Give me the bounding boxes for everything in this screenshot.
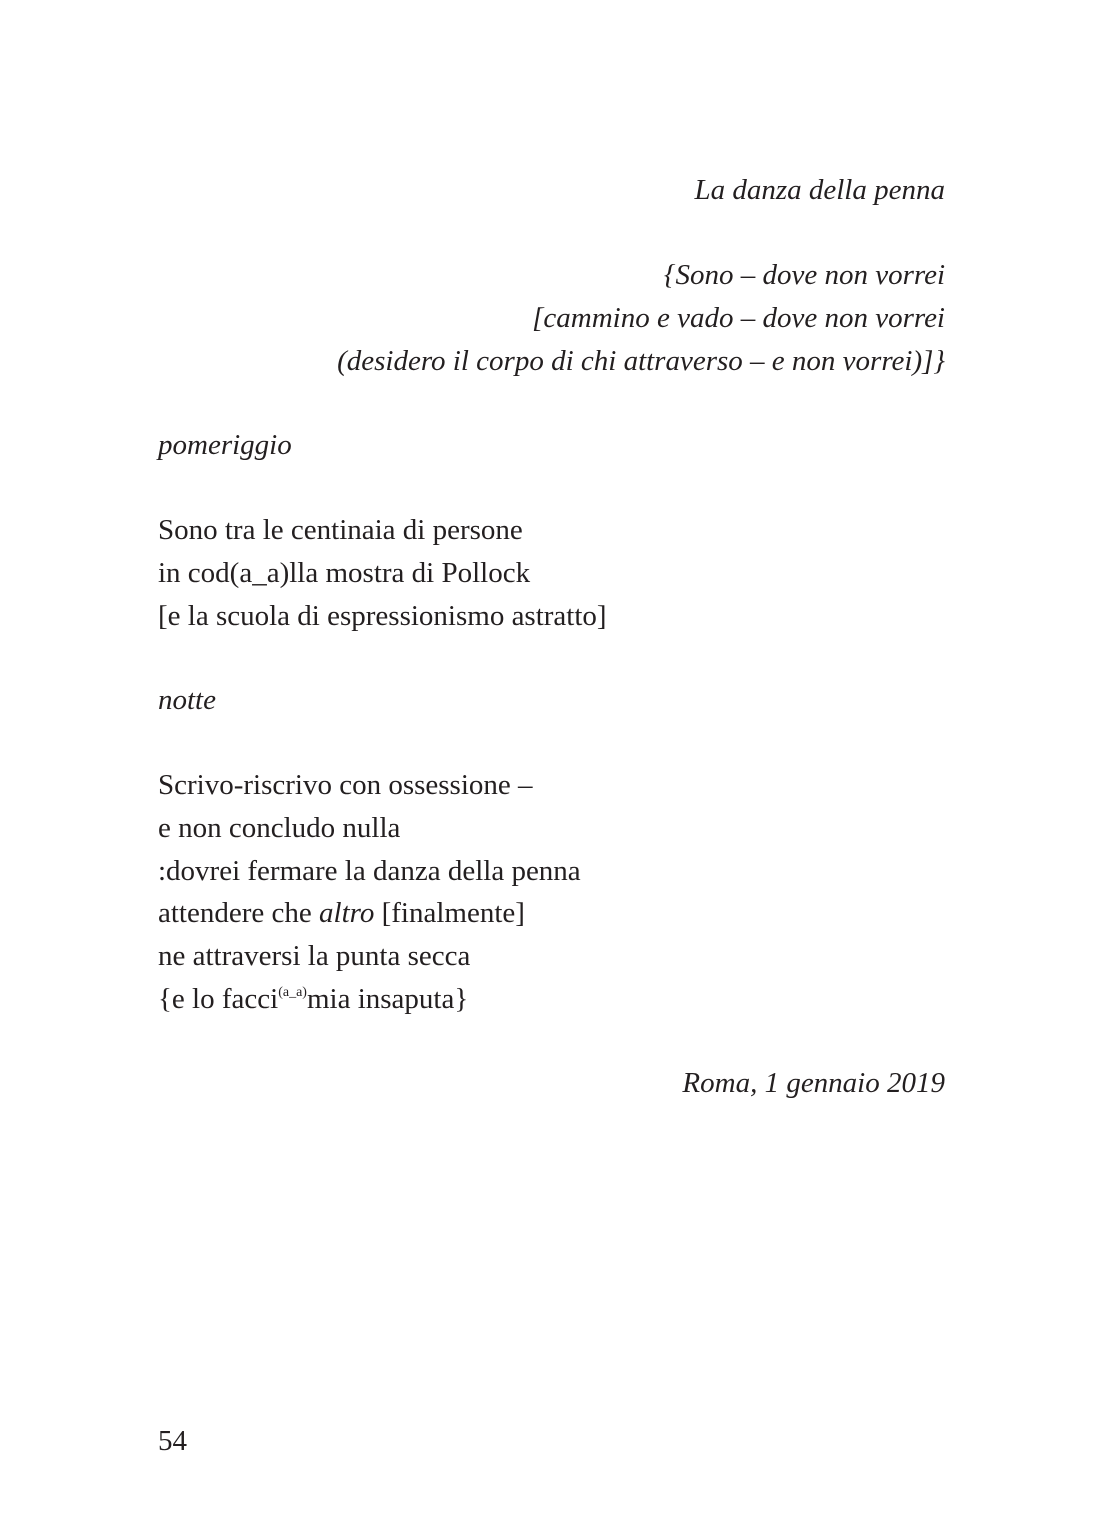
stanza2-line-6-post: mia insaputa} [306, 983, 469, 1015]
stanza2-line-4-pre: attendere che [158, 897, 320, 929]
stanza2-line-5: ne attraversi la punta secca [158, 940, 471, 972]
poem-title: La danza della penna [694, 174, 945, 206]
stanza1-line-2: in cod(a_a)lla mostra di Pollock [158, 557, 531, 589]
stanza2-line-4-italic: altro [319, 897, 375, 929]
section-heading-pomeriggio: pomeriggio [158, 429, 292, 461]
stanza2-line-3: :dovrei fermare la danza della penna [158, 855, 581, 887]
page-number: 54 [158, 1425, 187, 1457]
epigraph-line-2: [cammino e vado – dove non vorrei [532, 302, 945, 334]
stanza2-line-1: Scrivo-riscrivo con ossessione – [158, 769, 533, 801]
stanza2-line-2: e non concludo nulla [158, 812, 401, 844]
epigraph-line-1: {Sono – dove non vorrei [663, 259, 945, 291]
stanza1-line-3: [e la scuola di espressionismo astratto] [158, 600, 607, 632]
stanza2-line-4 [158, 892, 525, 934]
stanza1-line-1: Sono tra le centinaia di persone [158, 514, 523, 546]
stanza2-line-4-post: [finalmente] [374, 897, 525, 929]
poem-signature: Roma, 1 gennaio 2019 [682, 1067, 945, 1099]
stanza2-line-6-superscript: (a_a) [278, 985, 307, 1000]
stanza2-line-6-pre: {e lo facci [158, 983, 279, 1015]
epigraph-line-3: (desidero il corpo di chi attraverso – e non vorrei)]} [337, 345, 945, 377]
section-heading-notte: notte [158, 684, 216, 716]
stanza2-line-6 [158, 978, 468, 1020]
